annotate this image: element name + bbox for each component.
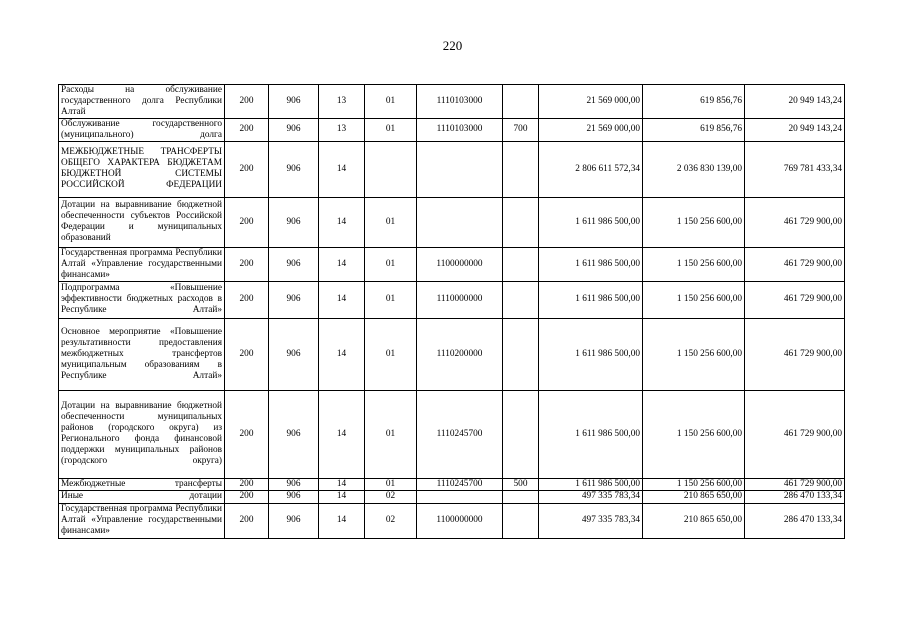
row-plan: 1 611 986 500,00 bbox=[539, 478, 643, 490]
row-expense-type bbox=[503, 281, 539, 318]
row-remainder: 461 729 900,00 bbox=[745, 390, 845, 478]
row-target-article: 1110245700 bbox=[417, 478, 503, 490]
row-subsection: 01 bbox=[365, 478, 417, 490]
row-target-article: 1100000000 bbox=[417, 247, 503, 281]
row-remainder: 286 470 133,34 bbox=[745, 490, 845, 503]
row-executed: 1 150 256 600,00 bbox=[643, 478, 745, 490]
row-plan: 497 335 783,34 bbox=[539, 503, 643, 538]
row-code: 200 bbox=[225, 197, 269, 247]
row-executed: 1 150 256 600,00 bbox=[643, 197, 745, 247]
row-section: 13 bbox=[319, 85, 365, 119]
row-subsection: 01 bbox=[365, 85, 417, 119]
row-code: 200 bbox=[225, 490, 269, 503]
row-plan: 21 569 000,00 bbox=[539, 118, 643, 141]
budget-table bbox=[58, 84, 845, 539]
row-target-article: 1110103000 bbox=[417, 85, 503, 119]
row-remainder: 461 729 900,00 bbox=[745, 197, 845, 247]
row-grbs: 906 bbox=[269, 141, 319, 197]
row-executed: 1 150 256 600,00 bbox=[643, 281, 745, 318]
row-remainder: 20 949 143,24 bbox=[745, 85, 845, 119]
row-remainder: 461 729 900,00 bbox=[745, 281, 845, 318]
row-section: 14 bbox=[319, 390, 365, 478]
row-target-article bbox=[417, 490, 503, 503]
row-code: 200 bbox=[225, 85, 269, 119]
row-expense-type bbox=[503, 503, 539, 538]
row-code: 200 bbox=[225, 478, 269, 490]
row-code: 200 bbox=[225, 247, 269, 281]
page-number: 220 bbox=[442, 38, 463, 53]
row-name: Межбюджетные трансферты bbox=[59, 478, 225, 490]
row-target-article bbox=[417, 141, 503, 197]
row-expense-type bbox=[503, 490, 539, 503]
row-executed: 1 150 256 600,00 bbox=[643, 318, 745, 390]
table-row bbox=[59, 247, 845, 281]
row-section: 14 bbox=[319, 281, 365, 318]
row-name: Государственная программа Республики Алтай «Управление государственными финансами» bbox=[59, 503, 225, 538]
row-section: 13 bbox=[319, 118, 365, 141]
row-executed: 210 865 650,00 bbox=[643, 490, 745, 503]
row-code: 200 bbox=[225, 281, 269, 318]
row-target-article bbox=[417, 197, 503, 247]
row-target-article: 1110000000 bbox=[417, 281, 503, 318]
table-row bbox=[59, 197, 845, 247]
row-executed: 1 150 256 600,00 bbox=[643, 390, 745, 478]
row-name: Подпрограмма «Повышение эффективности бюджетных расходов в Республике Алтай» bbox=[59, 281, 225, 318]
row-remainder: 461 729 900,00 bbox=[745, 247, 845, 281]
row-executed: 619 856,76 bbox=[643, 118, 745, 141]
row-executed: 210 865 650,00 bbox=[643, 503, 745, 538]
row-plan: 1 611 986 500,00 bbox=[539, 390, 643, 478]
row-grbs: 906 bbox=[269, 247, 319, 281]
row-grbs: 906 bbox=[269, 390, 319, 478]
row-name: Расходы на обслуживание государственного долга Республики Алтай bbox=[59, 85, 225, 119]
row-remainder: 461 729 900,00 bbox=[745, 318, 845, 390]
row-name: Государственная программа Республики Алтай «Управление государственными финансами» bbox=[59, 247, 225, 281]
row-subsection: 01 bbox=[365, 318, 417, 390]
row-remainder: 461 729 900,00 bbox=[745, 478, 845, 490]
row-subsection: 02 bbox=[365, 490, 417, 503]
table-row bbox=[59, 318, 845, 390]
row-expense-type bbox=[503, 390, 539, 478]
row-grbs: 906 bbox=[269, 281, 319, 318]
row-plan: 1 611 986 500,00 bbox=[539, 318, 643, 390]
row-name: Дотации на выравнивание бюджетной обеспеченности муниципальных районов (городского округа) из Регионального фонда финансовой поддержки муниципальных районов (городского округа) bbox=[59, 390, 225, 478]
row-expense-type bbox=[503, 318, 539, 390]
row-name: Дотации на выравнивание бюджетной обеспеченности субъектов Российской Федерации и муниципальных образований bbox=[59, 197, 225, 247]
row-subsection: 01 bbox=[365, 197, 417, 247]
row-section: 14 bbox=[319, 503, 365, 538]
row-grbs: 906 bbox=[269, 318, 319, 390]
table-row bbox=[59, 390, 845, 478]
row-grbs: 906 bbox=[269, 197, 319, 247]
row-code: 200 bbox=[225, 318, 269, 390]
row-section: 14 bbox=[319, 490, 365, 503]
row-name: Обслуживание государственного (муниципального) долга bbox=[59, 118, 225, 141]
row-plan: 1 611 986 500,00 bbox=[539, 247, 643, 281]
row-grbs: 906 bbox=[269, 490, 319, 503]
row-name: Основное мероприятие «Повышение результативности предоставления межбюджетных трансфертов муниципальным образованиям в Республике Алтай» bbox=[59, 318, 225, 390]
row-subsection bbox=[365, 141, 417, 197]
row-subsection: 01 bbox=[365, 118, 417, 141]
row-code: 200 bbox=[225, 118, 269, 141]
row-expense-type: 500 bbox=[503, 478, 539, 490]
row-section: 14 bbox=[319, 197, 365, 247]
row-expense-type bbox=[503, 197, 539, 247]
row-section: 14 bbox=[319, 318, 365, 390]
table-row bbox=[59, 141, 845, 197]
table-row bbox=[59, 490, 845, 503]
row-target-article: 1110200000 bbox=[417, 318, 503, 390]
row-name: Иные дотации bbox=[59, 490, 225, 503]
row-remainder: 20 949 143,24 bbox=[745, 118, 845, 141]
row-grbs: 906 bbox=[269, 118, 319, 141]
table-row bbox=[59, 85, 845, 119]
row-subsection: 02 bbox=[365, 503, 417, 538]
row-plan: 1 611 986 500,00 bbox=[539, 281, 643, 318]
row-code: 200 bbox=[225, 390, 269, 478]
row-name: МЕЖБЮДЖЕТНЫЕ ТРАНСФЕРТЫ ОБЩЕГО ХАРАКТЕРА БЮДЖЕТАМ БЮДЖЕТНОЙ СИСТЕМЫ РОССИЙСКОЙ ФЕДЕРАЦИИ bbox=[59, 141, 225, 197]
row-plan: 1 611 986 500,00 bbox=[539, 197, 643, 247]
table-row bbox=[59, 478, 845, 490]
row-subsection: 01 bbox=[365, 390, 417, 478]
row-executed: 1 150 256 600,00 bbox=[643, 247, 745, 281]
row-plan: 2 806 611 572,34 bbox=[539, 141, 643, 197]
row-section: 14 bbox=[319, 247, 365, 281]
row-target-article: 1110103000 bbox=[417, 118, 503, 141]
row-plan: 497 335 783,34 bbox=[539, 490, 643, 503]
row-expense-type bbox=[503, 141, 539, 197]
row-target-article: 1110245700 bbox=[417, 390, 503, 478]
row-subsection: 01 bbox=[365, 281, 417, 318]
table-row bbox=[59, 118, 845, 141]
row-remainder: 769 781 433,34 bbox=[745, 141, 845, 197]
row-remainder: 286 470 133,34 bbox=[745, 503, 845, 538]
row-grbs: 906 bbox=[269, 478, 319, 490]
row-expense-type bbox=[503, 85, 539, 119]
row-code: 200 bbox=[225, 503, 269, 538]
row-section: 14 bbox=[319, 141, 365, 197]
row-grbs: 906 bbox=[269, 85, 319, 119]
row-grbs: 906 bbox=[269, 503, 319, 538]
row-code: 200 bbox=[225, 141, 269, 197]
row-executed: 619 856,76 bbox=[643, 85, 745, 119]
row-section: 14 bbox=[319, 478, 365, 490]
row-subsection: 01 bbox=[365, 247, 417, 281]
row-expense-type bbox=[503, 247, 539, 281]
row-target-article: 1100000000 bbox=[417, 503, 503, 538]
row-plan: 21 569 000,00 bbox=[539, 85, 643, 119]
table-row bbox=[59, 281, 845, 318]
row-executed: 2 036 830 139,00 bbox=[643, 141, 745, 197]
row-expense-type: 700 bbox=[503, 118, 539, 141]
table-row bbox=[59, 503, 845, 538]
